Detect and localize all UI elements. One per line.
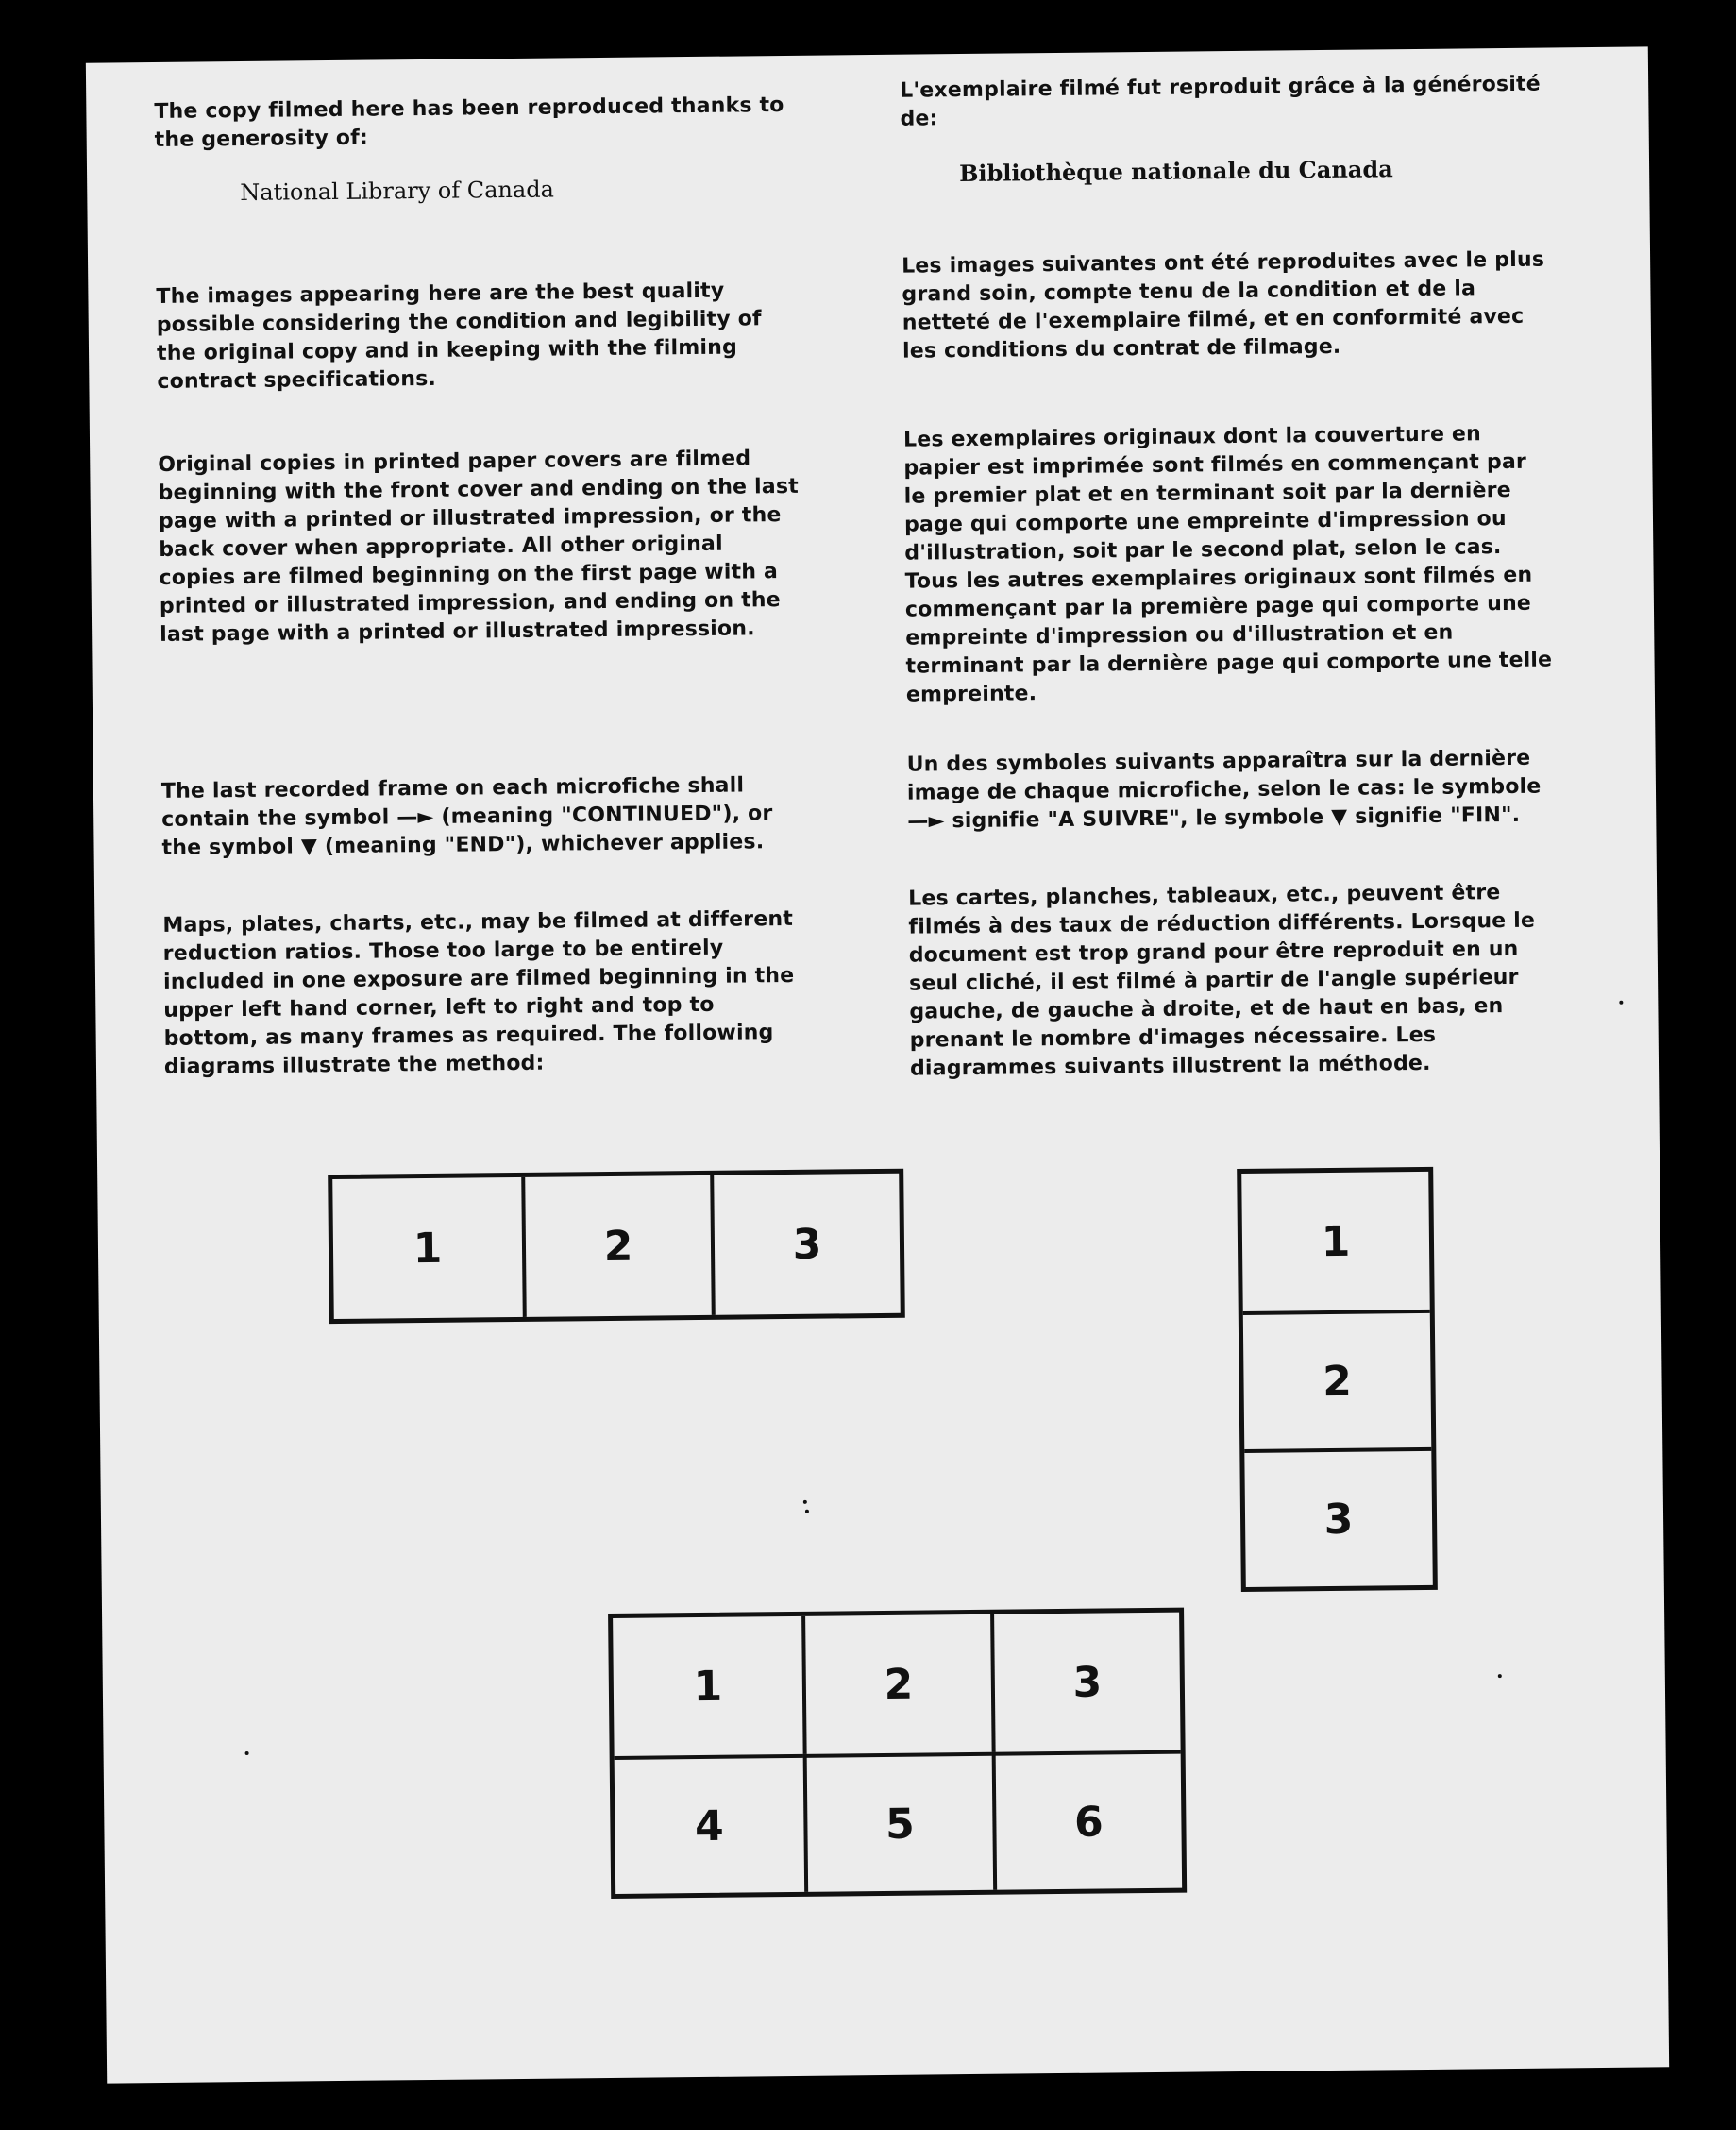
english-maps-paragraph: Maps, plates, charts, etc., may be filmed at different reduction ratios. Those too large to be entirely included in one exposure are filmed beginning in the upper left hand corner, left to right and top to bottom, as many frames as required. The following diagrams illustrate the method: [162,906,795,1079]
english-intro: The copy filmed here has been reproduced thanks to the generosity of: [154,93,784,152]
french-originals-paragraph: Les exemplaires originaux dont la couverture en papier est imprimée sont filmés en commençant par le premier plat et en terminant soit par la dernière page qui comporte une empreinte d'impression ou d'illustration, soit par le second plat, selon le cas. Tous les autres exemplaires originaux sont filmés en commençant par la première page qui comporte une empreinte d'impression ou d'illustration et en terminant par la dernière page qui comporte une telle empreinte. [902,422,1553,707]
english-maps-block [162,905,806,1082]
diagram-horizontal-frames [328,1169,905,1324]
frame-cell: 1 [693,1662,723,1711]
english-quality-block [156,277,799,397]
frame-cell: 3 [1244,1447,1433,1587]
french-quality-paragraph: Les images suivantes ont été reproduites avec le plus grand soin, compte tenu de la condition et de la netteté de l'exemplaire filmé, et en conformité avec les conditions du contrat de filmage. [902,247,1545,363]
english-originals-block [158,445,801,650]
french-library-name: Bibliothèque nationale du Canada [958,155,1393,188]
scan-speck [1619,1001,1623,1005]
french-symbol-block [907,744,1559,836]
english-symbol-paragraph [161,771,804,863]
french-originals-block [903,419,1558,709]
frame-cell: 2 [521,1175,712,1317]
french-maps-paragraph: Les cartes, planches, tableaux, etc., peuvent être filmés à des taux de réduction différents. Lorsque le document est trop grand pour être reproduit en un seul cliché, il est filmé à partir de l'angle supérieur gauche, de gauche à droite, et de haut en bas, en prenant le nombre d'images nécessaire. Les diagrammes suivants illustrent la méthode. [908,881,1536,1081]
frame-cell: 1 [1321,1217,1351,1266]
french-symbol-text-1: Un des symboles suivants apparaîtra sur la dernière image de chaque microfiche, selon le cas: le symbole [906,746,1542,805]
scan-speck [1498,1674,1502,1678]
microfiche-target-sheet [86,46,1669,2083]
frame-cell: 3 [710,1174,901,1315]
english-originals-paragraph: Original copies in printed paper covers are filmed beginning with the front cover and ending on the last page with a printed or illustrated impression, or the back cover when appropriate. All other original copies are filmed beginning on the first page with a printed or illustrated impression, and ending on the last page with a printed or illustrated impression. [158,447,800,647]
frame-cell: 6 [992,1750,1183,1890]
french-symbol-paragraph [907,744,1559,836]
english-symbol-text-2: (meaning "CONTINUED"), or the symbol [161,802,773,860]
scan-speck [245,1751,249,1755]
frame-cell: 3 [990,1613,1181,1752]
french-symbol-text-2: signifie "A SUIVRE", le symbole [952,805,1324,834]
french-symbol-text-3: signifie "FIN". [1354,803,1521,829]
frame-cell: 5 [803,1752,994,1892]
english-symbol-text-3: (meaning "END"), whichever applies. [324,830,765,859]
frame-cell: 4 [615,1754,805,1894]
french-quality-block [902,245,1554,365]
scan-speck [803,1500,807,1504]
scan-speck [805,1510,809,1513]
diagram-vertical-frames [1237,1167,1438,1592]
frame-cell: 2 [801,1614,992,1754]
english-symbol-block [161,771,804,863]
frame-cell: 2 [1243,1310,1432,1449]
a-suivre-arrow-icon: —► [907,809,945,834]
end-triangle-icon: ▼ [300,835,318,859]
frame-cell: 1 [413,1224,443,1273]
english-column [154,92,797,208]
english-library-name: National Library of Canada [240,176,555,207]
fin-triangle-icon: ▼ [1331,804,1348,829]
continued-arrow-icon: —► [396,804,434,830]
english-symbol-text-1: The last recorded frame on each microfiche shall contain the symbol [160,773,745,832]
english-quality-paragraph: The images appearing here are the best quality possible considering the condition and legibility of the original copy and in keeping with the filming contract specifications. [156,279,762,394]
french-intro: L'exemplaire filmé fut reproduit grâce à la générosité de: [900,72,1541,131]
french-maps-block [908,878,1561,1083]
diagram-grid-frames [608,1608,1187,1899]
french-column [900,70,1552,188]
